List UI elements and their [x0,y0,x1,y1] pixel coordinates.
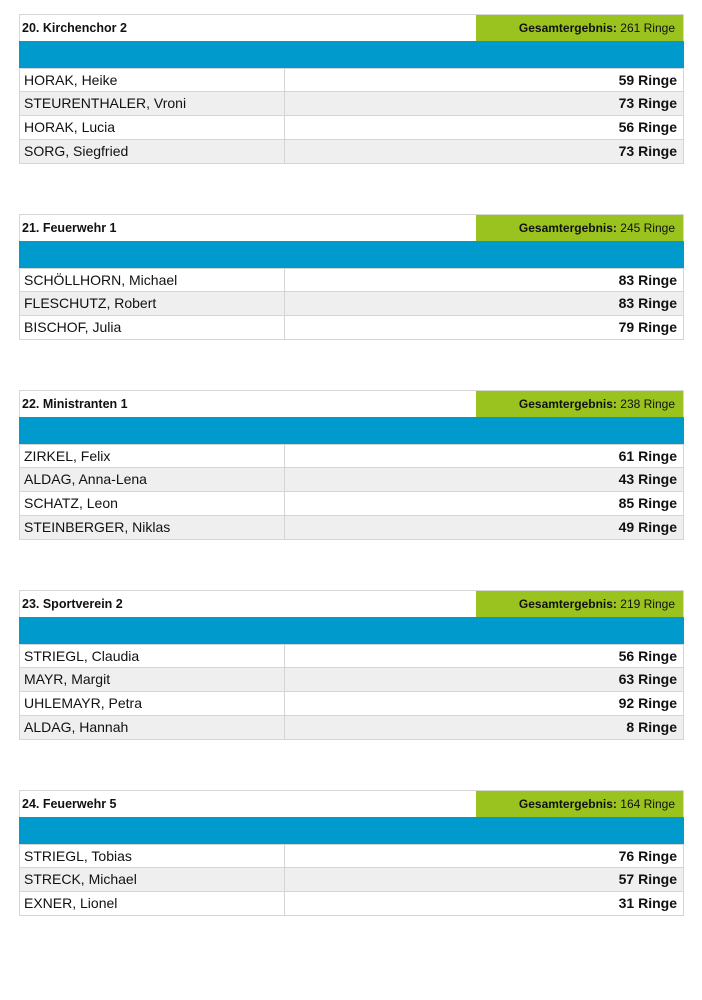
member-row [19,140,684,164]
member-name: BISCHOF, Julia [20,316,285,339]
member-name: SORG, Siegfried [20,140,285,163]
member-row [19,116,684,140]
member-row [19,668,684,692]
total-value: 238 Ringe [620,397,675,411]
team-header [19,390,684,417]
total-label: Gesamtergebnis: [518,221,617,235]
member-row [19,492,684,516]
member-score: 73 Ringe [618,95,677,111]
team-name: 23. Sportverein 2 [22,597,123,611]
member-row [19,892,684,916]
member-row [19,716,684,740]
member-name: ALDAG, Hannah [20,716,285,739]
member-name: MAYR, Margit [20,668,285,691]
member-row [19,268,684,292]
member-row [19,692,684,716]
member-score: 73 Ringe [618,143,677,159]
total-value: 219 Ringe [620,597,675,611]
member-row [19,68,684,92]
member-score: 31 Ringe [618,895,677,911]
member-score: 83 Ringe [618,272,677,288]
member-score: 57 Ringe [618,871,677,887]
member-name: STRIEGL, Tobias [20,845,285,867]
team-name: 21. Feuerwehr 1 [22,221,117,235]
member-score: 83 Ringe [618,295,677,311]
member-name: STRIEGL, Claudia [20,645,285,667]
team-block [19,390,684,540]
total-value: 164 Ringe [620,797,675,811]
member-score: 79 Ringe [618,319,677,335]
total-label: Gesamtergebnis: [518,797,617,811]
member-name: HORAK, Heike [20,69,285,91]
header-bar [19,41,684,68]
team-block [19,214,684,340]
member-name: STEINBERGER, Niklas [20,516,285,539]
team-name: 22. Ministranten 1 [22,397,128,411]
header-bar [19,617,684,644]
header-bar [19,817,684,844]
member-row [19,444,684,468]
team-header [19,214,684,241]
member-score: 92 Ringe [618,695,677,711]
member-name: HORAK, Lucia [20,116,285,139]
total-label: Gesamtergebnis: [518,397,617,411]
team-header [19,790,684,817]
team-header [19,590,684,617]
total-value: 261 Ringe [620,21,675,35]
member-name: FLESCHUTZ, Robert [20,292,285,315]
member-score: 61 Ringe [618,448,677,464]
team-total [476,591,683,617]
member-score: 76 Ringe [618,848,677,864]
member-score: 63 Ringe [618,671,677,687]
member-score: 56 Ringe [618,648,677,664]
total-label: Gesamtergebnis: [518,21,617,35]
team-block [19,590,684,740]
member-row [19,468,684,492]
team-name: 24. Feuerwehr 5 [22,797,117,811]
member-row [19,316,684,340]
member-name: EXNER, Lionel [20,892,285,915]
member-row [19,868,684,892]
team-block [19,14,684,164]
member-score: 43 Ringe [618,471,677,487]
member-score: 59 Ringe [618,72,677,88]
member-score: 85 Ringe [618,495,677,511]
member-name: ALDAG, Anna-Lena [20,468,285,491]
member-score: 56 Ringe [618,119,677,135]
member-row [19,644,684,668]
member-score: 8 Ringe [626,719,677,735]
member-name: UHLEMAYR, Petra [20,692,285,715]
header-bar [19,241,684,268]
team-total [476,391,683,417]
team-total [476,215,683,241]
team-name: 20. Kirchenchor 2 [22,21,127,35]
member-name: SCHATZ, Leon [20,492,285,515]
member-name: SCHÖLLHORN, Michael [20,269,285,291]
member-name: STRECK, Michael [20,868,285,891]
team-total [476,15,683,41]
header-bar [19,417,684,444]
total-label: Gesamtergebnis: [518,597,617,611]
team-header [19,14,684,41]
member-name: STEURENTHALER, Vroni [20,92,285,115]
member-row [19,92,684,116]
team-total [476,791,683,817]
member-row [19,516,684,540]
team-block [19,790,684,916]
member-row [19,844,684,868]
total-value: 245 Ringe [620,221,675,235]
member-row [19,292,684,316]
member-name: ZIRKEL, Felix [20,445,285,467]
member-score: 49 Ringe [618,519,677,535]
